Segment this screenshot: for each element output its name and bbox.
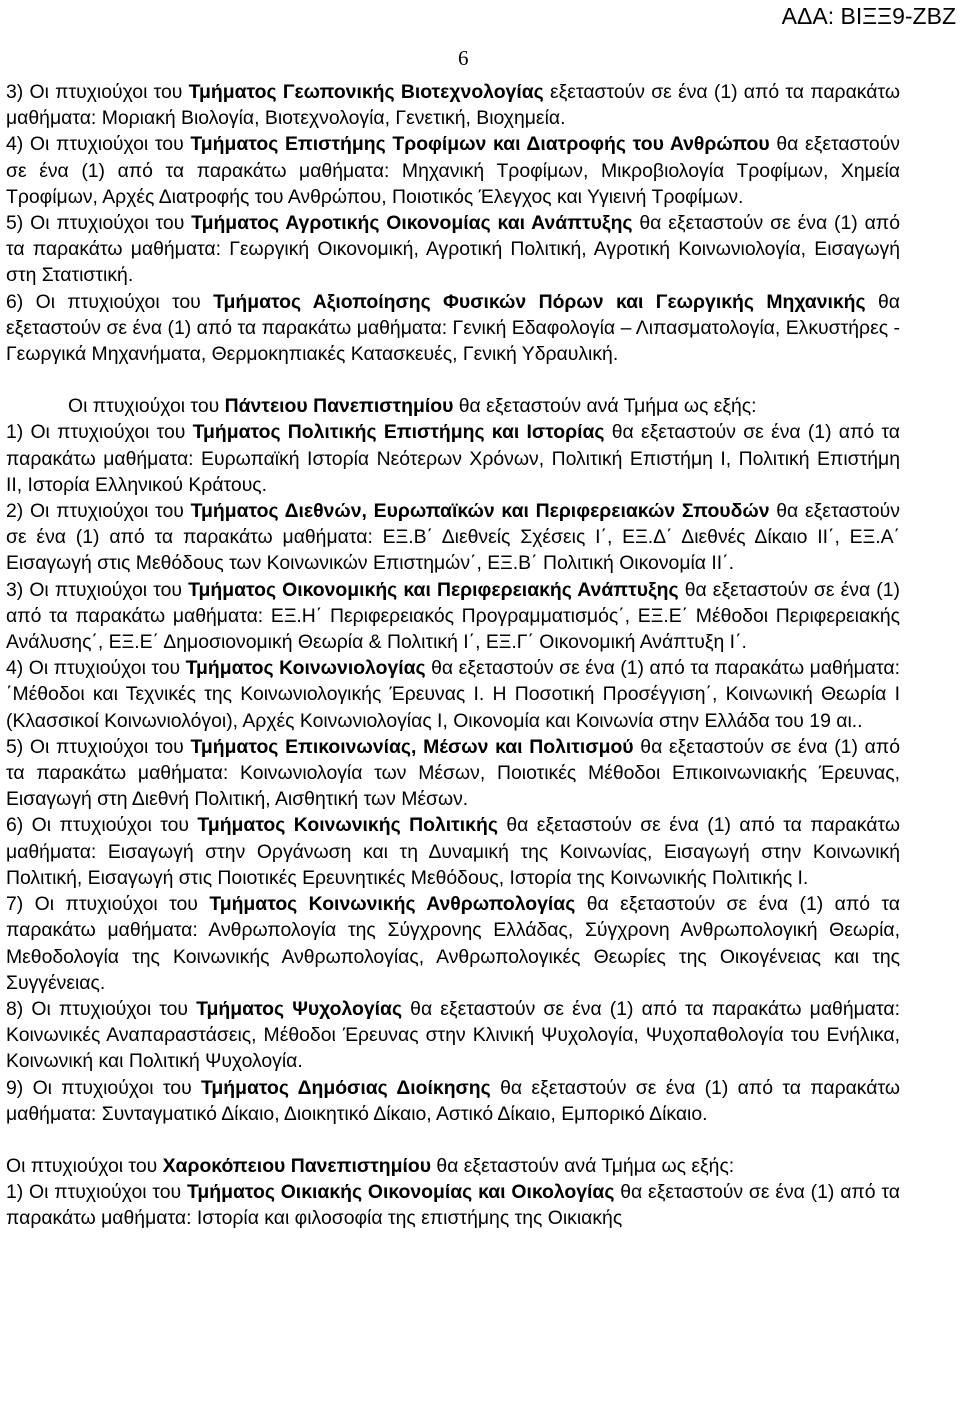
department-name: Τμήματος Αγροτικής Οικονομίας και Ανάπτυξης [191, 212, 633, 235]
department-name: Τμήματος Δημόσιας Διοίκησης [201, 1076, 491, 1099]
department-name: Τμήματος Ψυχολογίας [196, 997, 403, 1020]
intro-panteio: Οι πτυχιούχοι του Πάντειου Πανεπιστημίου θα εξεταστούν ανά Τμήμα ως εξής: [68, 395, 757, 418]
department-name: Τμήματος Επικοινωνίας, Μέσων και Πολιτισμού [190, 735, 634, 758]
spacer [6, 367, 900, 393]
department-name: Τμήματος Κοινωνικής Πολιτικής [197, 814, 498, 837]
paragraph-panteio-2: 2) Οι πτυχιούχοι του Τμήματος Διεθνών, Ευρωπαϊκών και Περιφερειακών Σπουδών θα εξεταστούν σε ένα (1) από τα παρακάτω μαθήματα: ΕΞ.Β΄ Διεθνείς Σχέσεις Ι΄, ΕΞ.Δ΄ Διεθνές Δίκαιο ΙΙ΄, ΕΞ.Α΄ Εισαγωγή στις Μεθόδους των Κοινωνικών Επιστημών΄, ΕΞ.Β΄ Πολιτική Οικονομία ΙΙ΄. [6, 500, 900, 575]
department-name: Τμήματος Οικονομικής και Περιφερειακής Ανάπτυξης [188, 578, 679, 601]
department-name: Τμήματος Οικιακής Οικονομίας και Οικολογίας [186, 1181, 615, 1204]
department-name: Τμήματος Επιστήμης Τροφίμων και Διατροφής του Ανθρώπου [190, 133, 770, 156]
paragraph-panteio-9: 9) Οι πτυχιούχοι του Τμήματος Δημόσιας Διοίκησης θα εξεταστούν σε ένα (1) από τα παρακάτω μαθήματα: Συνταγματικό Δίκαιο, Διοικητικό Δίκαιο, Αστικό Δίκαιο, Εμπορικό Δίκαιο. [6, 1076, 901, 1125]
paragraph-panteio-5: 5) Οι πτυχιούχοι του Τμήματος Επικοινωνίας, Μέσων και Πολιτισμού θα εξεταστούν σε ένα (1) από τα παρακάτω μαθήματα: Κοινωνιολογία των Μέσων, Ποιοτικές Μέθοδοι Επικοινωνιακής Έρευνας, Εισαγωγή στη Διεθνή Πολιτική, Αισθητική των Μέσων. [6, 735, 900, 811]
paragraph-panteio-8: 8) Οι πτυχιούχοι του Τμήματος Ψυχολογίας θα εξεταστούν σε ένα (1) από τα παρακάτω μαθήματα: Κοινωνικές Αναπαραστάσεις, Μέθοδοι Έρευνας στην Κλινική Ψυχολογία, Ψυχοπαθολογία του Ενήλικα, Κοινωνική και Πολιτική Ψυχολογία. [6, 997, 900, 1073]
paragraph-charokopeio-1: 1) Οι πτυχιούχοι του Τμήματος Οικιακής Οικονομίας και Οικολογίας θα εξεταστούν σε ένα (1) από τα παρακάτω μαθήματα: Ιστορία και φιλοσοφία της επιστήμης της Οικιακής [6, 1181, 900, 1230]
paragraph-panteio-6: 6) Οι πτυχιούχοι του Τμήματος Κοινωνικής Πολιτικής θα εξεταστούν σε ένα (1) από τα παρακάτω μαθήματα: Εισαγωγή στην Οργάνωση και τη Δυναμική της Κοινωνίας, Εισαγωγή στην Κοινωνική Πολιτική, Εισαγωγή στις Ποιοτικές Ερευνητικές Μεθόδους, Ιστορία της Κοινωνικής Πολιτικής Ι. [6, 814, 900, 889]
department-name: Τμήματος Κοινωνιολογίας [185, 657, 426, 680]
department-name: Τμήματος Γεωπονικής Βιοτεχνολογίας [188, 81, 544, 103]
university-name: Πάντειου Πανεπιστημίου [224, 395, 454, 418]
paragraph-panteio-7: 7) Οι πτυχιούχοι του Τμήματος Κοινωνικής Ανθρωπολογίας θα εξεταστούν σε ένα (1) από τα παρακάτω μαθήματα: Ανθρωπολογία της Σύγχρονης Ελλάδας, Σύγχρονη Ανθρωπολογική Θεωρία, Μεθοδολογία της Κοινωνικής Ανθρωπολογίας, Ανθρωπολογικές Θεωρίες της Οικογένειας και της Συγγένειας. [6, 893, 900, 994]
document-body [6, 79, 900, 1232]
ada-code: ΑΔΑ: ΒΙΞΞ9-ΖΒΖ [781, 3, 956, 29]
paragraph-panteio-4: 4) Οι πτυχιούχοι του Τμήματος Κοινωνιολογίας θα εξεταστούν σε ένα (1) από τα παρακάτω μαθήματα: ΄Μέθοδοι και Τεχνικές της Κοινωνιολογικής Έρευνας Ι. Η Ποσοτική Προσέγγιση΄, Κοινωνική Θεωρία Ι (Κλασσικοί Κοινωνιολόγοι), Αρχές Κοινωνιολογίας Ι, Οικονομία και Κοινωνία στην Ελλάδα του 19 αι.. [6, 657, 900, 732]
paragraph-panteio-1: 1) Οι πτυχιούχοι του Τμήματος Πολιτικής Επιστήμης και Ιστορίας θα εξεταστούν σε ένα (1) από τα παρακάτω μαθήματα: Ευρωπαϊκή Ιστορία Νεότερων Χρόνων, Πολιτική Επιστήμη Ι, Πολιτική Επιστήμη ΙΙ, Ιστορία Ελληνικού Κράτους. [6, 421, 900, 496]
intro-charokopeio: Οι πτυχιούχοι του Χαροκόπειου Πανεπιστημίου θα εξεταστούν ανά Τμήμα ως εξής: [6, 1154, 735, 1177]
paragraph-geoponiko-4: 4) Οι πτυχιούχοι του Τμήματος Επιστήμης Τροφίμων και Διατροφής του Ανθρώπου θα εξεταστούν σε ένα (1) από τα παρακάτω μαθήματα: Μηχανική Τροφίμων, Μικροβιολογία Τροφίμων, Χημεία Τροφίμων, Αρχές Διατροφής του Ανθρώπου, Ποιοτικός Έλεγχος και Υγιεινή Τροφίμων. [6, 133, 900, 208]
spacer [6, 1127, 900, 1153]
university-name: Χαροκόπειου Πανεπιστημίου [162, 1154, 432, 1177]
paragraph-geoponiko-5: 5) Οι πτυχιούχοι του Τμήματος Αγροτικής Οικονομίας και Ανάπτυξης θα εξεταστούν σε ένα (1) από τα παρακάτω μαθήματα: Γεωργική Οικονομική, Αγροτική Πολιτική, Αγροτική Κοινωνιολογία, Εισαγωγή στη Στατιστική. [6, 212, 900, 287]
paragraph-panteio-3: 3) Οι πτυχιούχοι του Τμήματος Οικονομικής και Περιφερειακής Ανάπτυξης θα εξεταστούν σε ένα (1) από τα παρακάτω μαθήματα: ΕΞ.Η΄ Περιφερειακός Προγραμματισμός΄, ΕΞ.Ε΄ Μέθοδοι Περιφερειακής Ανάλυσης΄, ΕΞ.Ε΄ Δημοσιονομική Θεωρία & Πολιτική Ι΄, ΕΞ.Γ΄ Οικονομική Ανάπτυξη Ι΄. [6, 578, 900, 654]
department-name: Τμήματος Διεθνών, Ευρωπαϊκών και Περιφερειακών Σπουδών [190, 500, 770, 523]
paragraph-geoponiko-3: 3) Οι πτυχιούχοι του Τμήματος Γεωπονικής Βιοτεχνολογίας εξεταστούν σε ένα (1) από τα παρακάτω μαθήματα: Μοριακή Βιολογία, Βιοτεχνολογία, Γενετική, Βιοχημεία. [6, 81, 900, 130]
page-number: 6 [458, 46, 469, 70]
department-name: Τμήματος Αξιοποίησης Φυσικών Πόρων και Γεωργικής Μηχανικής [213, 290, 866, 313]
department-name: Τμήματος Κοινωνικής Ανθρωπολογίας [209, 893, 576, 916]
department-name: Τμήματος Πολιτικής Επιστήμης και Ιστορίας [192, 421, 605, 444]
paragraph-geoponiko-6: 6) Οι πτυχιούχοι του Τμήματος Αξιοποίησης Φυσικών Πόρων και Γεωργικής Μηχανικής θα εξεταστούν σε ένα (1) από τα παρακάτω μαθήματα: Γενική Εδαφολογία – Λιπασματολογία, Ελκυστήρες - Γεωργικά Μηχανήματα, Θερμοκηπιακές Κατασκευές, Γενική Υδραυλική. [6, 290, 900, 366]
